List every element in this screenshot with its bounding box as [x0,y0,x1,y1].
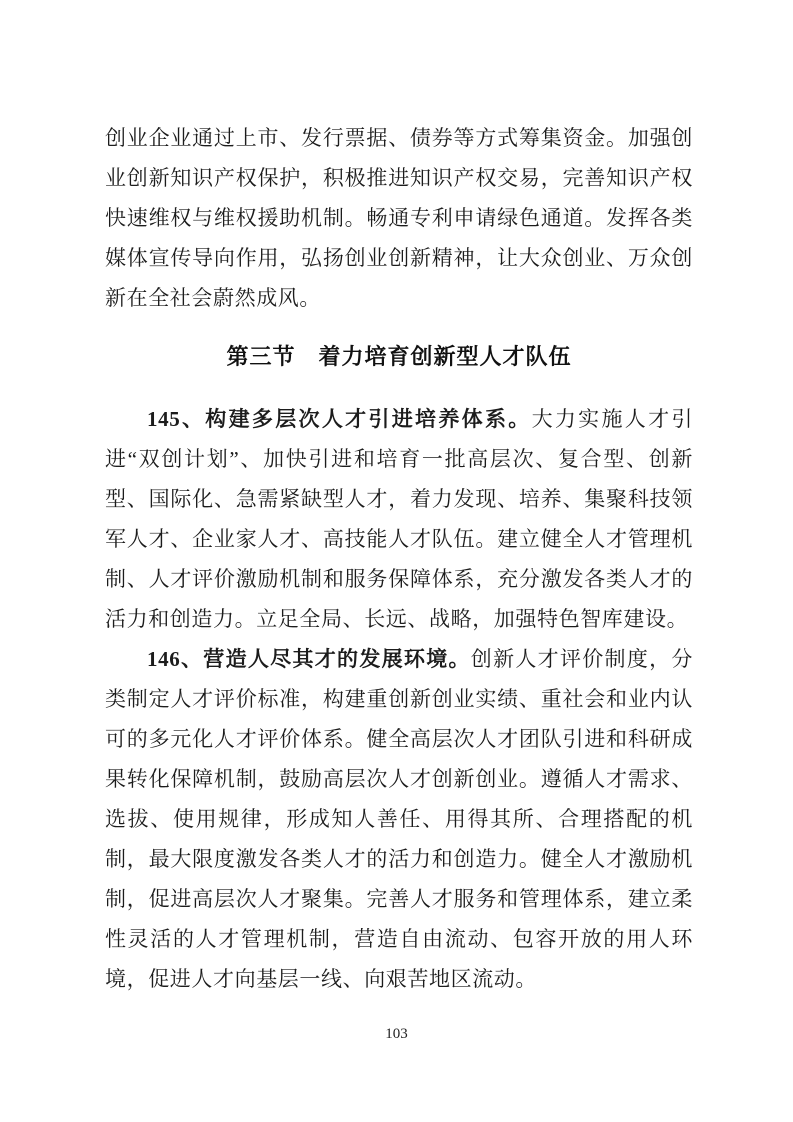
paragraph-145 [105,399,693,639]
paragraph-145-lead: 145、构建多层次人才引进培养体系。 [147,407,532,431]
paragraph-146-text: 创新人才评价制度，分类制定人才评价标准，构建重创新创业实绩、重社会和业内认可的多元化人才评价体系。健全高层次人才团队引进和科研成果转化保障机制，鼓励高层次人才创新创业。遵循人才需求、选拔、使用规律，形成知人善任、用得其所、合理搭配的机制，最大限度激发各类人才的活力和创造力。健全人才激励机制，促进高层次人才聚集。完善人才服务和管理体系，建立柔性灵活的人才管理机制，营造自由流动、包容开放的用人环境，促进人才向基层一线、向艰苦地区流动。 [105,647,693,991]
paragraph-146-lead: 146、营造人尽其才的发展环境。 [147,647,471,671]
page-content [105,118,693,999]
paragraph-146 [105,639,693,999]
intro-paragraph: 创业企业通过上市、发行票据、债券等方式筹集资金。加强创业创新知识产权保护，积极推进知识产权交易，完善知识产权快速维权与维权援助机制。畅通专利申请绿色通道。发挥各类媒体宣传导向作用，弘扬创业创新精神，让大众创业、万众创新在全社会蔚然成风。 [105,126,693,310]
page-number: 103 [385,1026,408,1042]
section-heading: 第三节 着力培育创新型人才队伍 [226,344,572,369]
paragraph-145-text: 大力实施人才引进“双创计划”、加快引进和培育一批高层次、复合型、创新型、国际化、急需紧缺型人才，着力发现、培养、集聚科技领军人才、企业家人才、高技能人才队伍。建立健全人才管理机制、人才评价激励机制和服务保障体系，充分激发各类人才的活力和创造力。立足全局、长远、战略，加强特色智库建设。 [105,407,693,631]
